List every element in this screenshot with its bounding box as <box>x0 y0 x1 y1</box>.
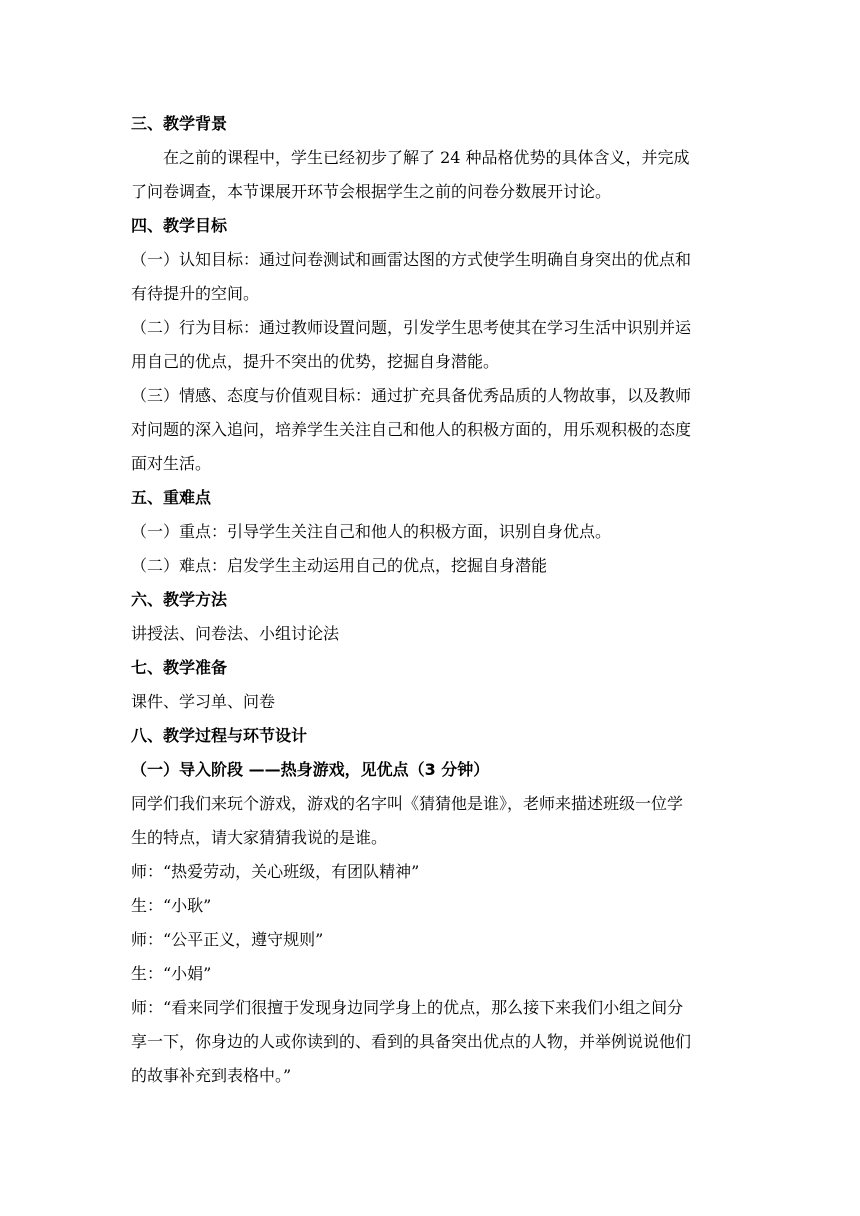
section-heading-methods: 六、教学方法 <box>131 590 228 609</box>
section-heading-process: 八、教学过程与环节设计 <box>131 726 308 745</box>
paragraph-line: 生的特点，请大家猜猜我说的是谁。 <box>131 828 388 847</box>
dialogue-line: 生：“小娟” <box>131 964 212 983</box>
paragraph-line: 有待提升的空间。 <box>131 284 260 303</box>
paragraph-line: （二）行为目标：通过教师设置问题，引发学生思考使其在学习生活中识别并运 <box>131 318 692 337</box>
paragraph-line: 同学们我们来玩个游戏，游戏的名字叫《猜猜他是谁》，老师来描述班级一位学 <box>131 794 684 813</box>
paragraph-line: 了问卷调查，本节课展开环节会根据学生之前的问卷分数展开讨论。 <box>131 182 612 201</box>
dialogue-line: 师：“公平正义，遵守规则” <box>131 930 324 949</box>
section-heading-objectives: 四、教学目标 <box>131 216 228 235</box>
paragraph-line: 讲授法、问卷法、小组讨论法 <box>131 624 340 643</box>
paragraph-line: 面对生活。 <box>131 454 212 473</box>
paragraph-line: （一）重点：引导学生关注自己和他人的积极方面，识别自身优点。 <box>131 522 612 541</box>
paragraph-line: 在之前的课程中，学生已经初步了解了 24 种品格优势的具体含义，并完成 <box>163 148 690 167</box>
paragraph-line: 用自己的优点，提升不突出的优势，挖掘自身潜能。 <box>131 352 500 371</box>
dialogue-line: 师：“看来同学们很擅于发现身边同学身上的优点，那么接下来我们小组之间分 <box>131 998 684 1017</box>
dialogue-line: 师：“热爱劳动，关心班级，有团队精神” <box>131 862 420 881</box>
paragraph-line: （二）难点：启发学生主动运用自己的优点，挖掘自身潜能 <box>131 556 548 575</box>
paragraph-line: 的故事补充到表格中。” <box>131 1066 292 1085</box>
paragraph-line: （一）认知目标：通过问卷测试和画雷达图的方式使学生明确自身突出的优点和 <box>131 250 692 269</box>
paragraph-line: 对问题的深入追问，培养学生关注自己和他人的积极方面的，用乐观积极的态度 <box>131 420 692 439</box>
dialogue-line: 生：“小耿” <box>131 896 212 915</box>
section-heading-key-points: 五、重难点 <box>131 488 212 507</box>
sub-heading-warmup: （一）导入阶段 ——热身游戏，见优点（3 分钟） <box>131 760 490 779</box>
section-heading-background: 三、教学背景 <box>131 114 228 133</box>
document-body <box>131 107 735 1093</box>
paragraph-line: 课件、学习单、问卷 <box>131 692 276 711</box>
paragraph-line: （三）情感、态度与价值观目标：通过扩充具备优秀品质的人物故事，以及教师 <box>131 386 692 405</box>
section-heading-preparation: 七、教学准备 <box>131 658 228 677</box>
paragraph-line: 享一下，你身边的人或你读到的、看到的具备突出优点的人物，并举例说说他们 <box>131 1032 692 1051</box>
